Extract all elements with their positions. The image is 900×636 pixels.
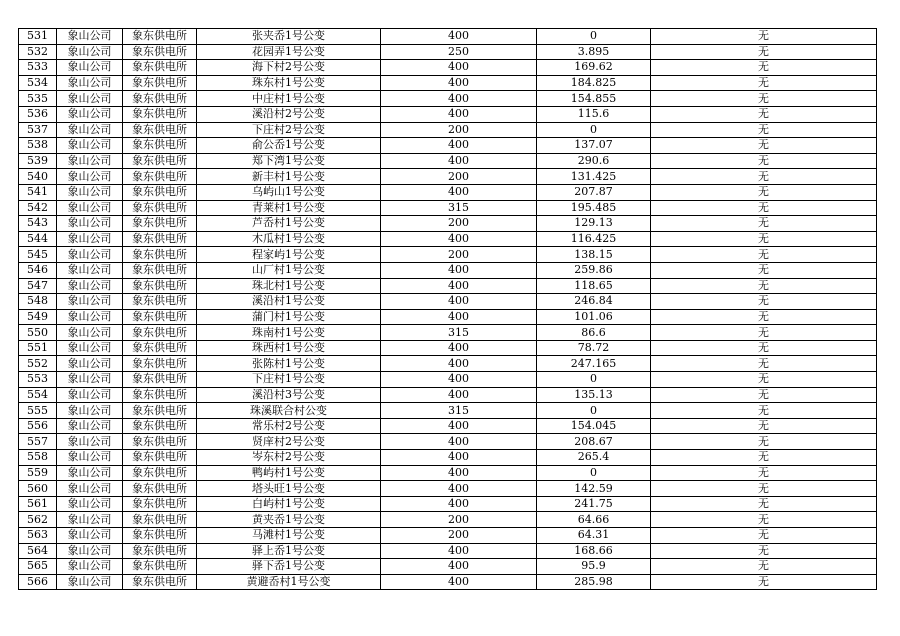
company-cell: 象山公司 (57, 122, 123, 138)
station-cell: 象东供电所 (123, 528, 197, 544)
note-cell: 无 (651, 387, 877, 403)
table-row (19, 309, 877, 325)
row-number-cell: 536 (19, 106, 57, 122)
note-cell: 无 (651, 340, 877, 356)
capacity-cell: 315 (381, 200, 537, 216)
station-cell: 象东供电所 (123, 496, 197, 512)
note-cell: 无 (651, 231, 877, 247)
capacity-cell: 400 (381, 481, 537, 497)
load-cell: 184.825 (537, 75, 651, 91)
table-row (19, 44, 877, 60)
capacity-cell: 400 (381, 340, 537, 356)
load-cell: 0 (537, 372, 651, 388)
table-row (19, 465, 877, 481)
row-number-cell: 531 (19, 29, 57, 45)
note-cell: 无 (651, 75, 877, 91)
station-cell: 象东供电所 (123, 325, 197, 341)
transformer-name-cell: 珠南村1号公变 (197, 325, 381, 341)
capacity-cell: 400 (381, 106, 537, 122)
table-row (19, 403, 877, 419)
note-cell: 无 (651, 122, 877, 138)
load-cell: 0 (537, 403, 651, 419)
note-cell: 无 (651, 543, 877, 559)
transformer-name-cell: 郑下湾1号公变 (197, 153, 381, 169)
capacity-cell: 400 (381, 231, 537, 247)
note-cell: 无 (651, 574, 877, 590)
load-cell: 265.4 (537, 450, 651, 466)
load-cell: 0 (537, 122, 651, 138)
table-row (19, 340, 877, 356)
table-row (19, 434, 877, 450)
note-cell: 无 (651, 60, 877, 76)
note-cell: 无 (651, 262, 877, 278)
company-cell: 象山公司 (57, 418, 123, 434)
table-row (19, 60, 877, 76)
row-number-cell: 552 (19, 356, 57, 372)
table-row (19, 262, 877, 278)
table-row (19, 528, 877, 544)
row-number-cell: 559 (19, 465, 57, 481)
load-cell: 3.895 (537, 44, 651, 60)
load-cell: 138.15 (537, 247, 651, 263)
station-cell: 象东供电所 (123, 44, 197, 60)
table-row (19, 325, 877, 341)
transformer-name-cell: 溪沿村2号公变 (197, 106, 381, 122)
table-row (19, 153, 877, 169)
row-number-cell: 540 (19, 169, 57, 185)
transformer-name-cell: 中庄村1号公变 (197, 91, 381, 107)
table-row (19, 294, 877, 310)
station-cell: 象东供电所 (123, 450, 197, 466)
table-row (19, 91, 877, 107)
table-row (19, 200, 877, 216)
company-cell: 象山公司 (57, 340, 123, 356)
company-cell: 象山公司 (57, 138, 123, 154)
load-cell: 135.13 (537, 387, 651, 403)
table-row (19, 481, 877, 497)
company-cell: 象山公司 (57, 403, 123, 419)
note-cell: 无 (651, 356, 877, 372)
capacity-cell: 400 (381, 559, 537, 575)
load-cell: 246.84 (537, 294, 651, 310)
load-cell: 115.6 (537, 106, 651, 122)
load-cell: 0 (537, 465, 651, 481)
table-row (19, 372, 877, 388)
capacity-cell: 400 (381, 262, 537, 278)
station-cell: 象东供电所 (123, 231, 197, 247)
row-number-cell: 534 (19, 75, 57, 91)
station-cell: 象东供电所 (123, 106, 197, 122)
row-number-cell: 538 (19, 138, 57, 154)
capacity-cell: 400 (381, 356, 537, 372)
row-number-cell: 548 (19, 294, 57, 310)
capacity-cell: 400 (381, 184, 537, 200)
load-cell: 142.59 (537, 481, 651, 497)
transformer-name-cell: 白屿村1号公变 (197, 496, 381, 512)
station-cell: 象东供电所 (123, 184, 197, 200)
transformer-name-cell: 驿下岙1号公变 (197, 559, 381, 575)
transformer-name-cell: 木瓜村1号公变 (197, 231, 381, 247)
capacity-cell: 400 (381, 574, 537, 590)
company-cell: 象山公司 (57, 278, 123, 294)
station-cell: 象东供电所 (123, 122, 197, 138)
load-cell: 101.06 (537, 309, 651, 325)
capacity-cell: 400 (381, 278, 537, 294)
company-cell: 象山公司 (57, 184, 123, 200)
company-cell: 象山公司 (57, 309, 123, 325)
note-cell: 无 (651, 450, 877, 466)
capacity-cell: 400 (381, 465, 537, 481)
row-number-cell: 556 (19, 418, 57, 434)
table-row (19, 356, 877, 372)
table-row (19, 122, 877, 138)
note-cell: 无 (651, 309, 877, 325)
row-number-cell: 549 (19, 309, 57, 325)
company-cell: 象山公司 (57, 153, 123, 169)
table-body (19, 29, 877, 590)
table-row (19, 559, 877, 575)
table-row (19, 138, 877, 154)
capacity-cell: 200 (381, 247, 537, 263)
company-cell: 象山公司 (57, 574, 123, 590)
station-cell: 象东供电所 (123, 262, 197, 278)
station-cell: 象东供电所 (123, 512, 197, 528)
transformer-name-cell: 俞公岙1号公变 (197, 138, 381, 154)
load-cell: 64.31 (537, 528, 651, 544)
load-cell: 137.07 (537, 138, 651, 154)
transformer-name-cell: 芦岙村1号公变 (197, 216, 381, 232)
row-number-cell: 553 (19, 372, 57, 388)
note-cell: 无 (651, 169, 877, 185)
station-cell: 象东供电所 (123, 138, 197, 154)
transformer-name-cell: 蒲门村1号公变 (197, 309, 381, 325)
station-cell: 象东供电所 (123, 559, 197, 575)
capacity-cell: 200 (381, 169, 537, 185)
row-number-cell: 539 (19, 153, 57, 169)
company-cell: 象山公司 (57, 387, 123, 403)
company-cell: 象山公司 (57, 294, 123, 310)
station-cell: 象东供电所 (123, 200, 197, 216)
capacity-cell: 400 (381, 309, 537, 325)
load-cell: 129.13 (537, 216, 651, 232)
company-cell: 象山公司 (57, 465, 123, 481)
station-cell: 象东供电所 (123, 169, 197, 185)
load-cell: 0 (537, 29, 651, 45)
transformer-name-cell: 张夹岙1号公变 (197, 29, 381, 45)
transformer-name-cell: 新丰村1号公变 (197, 169, 381, 185)
capacity-cell: 200 (381, 122, 537, 138)
capacity-cell: 400 (381, 75, 537, 91)
row-number-cell: 564 (19, 543, 57, 559)
station-cell: 象东供电所 (123, 91, 197, 107)
company-cell: 象山公司 (57, 231, 123, 247)
company-cell: 象山公司 (57, 356, 123, 372)
transformer-name-cell: 张陈村1号公变 (197, 356, 381, 372)
note-cell: 无 (651, 184, 877, 200)
company-cell: 象山公司 (57, 559, 123, 575)
company-cell: 象山公司 (57, 216, 123, 232)
row-number-cell: 554 (19, 387, 57, 403)
row-number-cell: 565 (19, 559, 57, 575)
transformer-name-cell: 珠东村1号公变 (197, 75, 381, 91)
capacity-cell: 250 (381, 44, 537, 60)
capacity-cell: 400 (381, 434, 537, 450)
station-cell: 象东供电所 (123, 465, 197, 481)
transformer-name-cell: 贤庠村2号公变 (197, 434, 381, 450)
row-number-cell: 541 (19, 184, 57, 200)
station-cell: 象东供电所 (123, 387, 197, 403)
row-number-cell: 533 (19, 60, 57, 76)
load-cell: 195.485 (537, 200, 651, 216)
transformer-name-cell: 马滩村1号公变 (197, 528, 381, 544)
capacity-cell: 400 (381, 60, 537, 76)
table-row (19, 418, 877, 434)
transformer-name-cell: 青莱村1号公变 (197, 200, 381, 216)
table-row (19, 216, 877, 232)
transformer-name-cell: 黄避岙村1号公变 (197, 574, 381, 590)
transformer-name-cell: 海下村2号公变 (197, 60, 381, 76)
company-cell: 象山公司 (57, 247, 123, 263)
row-number-cell: 546 (19, 262, 57, 278)
table-row (19, 387, 877, 403)
row-number-cell: 555 (19, 403, 57, 419)
station-cell: 象东供电所 (123, 372, 197, 388)
note-cell: 无 (651, 29, 877, 45)
note-cell: 无 (651, 278, 877, 294)
station-cell: 象东供电所 (123, 543, 197, 559)
transformer-name-cell: 岑东村2号公变 (197, 450, 381, 466)
station-cell: 象东供电所 (123, 247, 197, 263)
capacity-cell: 200 (381, 216, 537, 232)
load-cell: 247.165 (537, 356, 651, 372)
station-cell: 象东供电所 (123, 340, 197, 356)
company-cell: 象山公司 (57, 325, 123, 341)
load-cell: 207.87 (537, 184, 651, 200)
station-cell: 象东供电所 (123, 216, 197, 232)
note-cell: 无 (651, 138, 877, 154)
load-cell: 131.425 (537, 169, 651, 185)
table-row (19, 450, 877, 466)
company-cell: 象山公司 (57, 60, 123, 76)
capacity-cell: 400 (381, 372, 537, 388)
station-cell: 象东供电所 (123, 356, 197, 372)
note-cell: 无 (651, 247, 877, 263)
transformer-name-cell: 乌屿山1号公变 (197, 184, 381, 200)
station-cell: 象东供电所 (123, 294, 197, 310)
capacity-cell: 400 (381, 387, 537, 403)
note-cell: 无 (651, 372, 877, 388)
capacity-cell: 400 (381, 496, 537, 512)
note-cell: 无 (651, 44, 877, 60)
table-row (19, 29, 877, 45)
note-cell: 无 (651, 496, 877, 512)
note-cell: 无 (651, 106, 877, 122)
table-row (19, 75, 877, 91)
company-cell: 象山公司 (57, 91, 123, 107)
load-cell: 208.67 (537, 434, 651, 450)
capacity-cell: 315 (381, 403, 537, 419)
table-row (19, 543, 877, 559)
transformer-name-cell: 程家屿1号公变 (197, 247, 381, 263)
company-cell: 象山公司 (57, 44, 123, 60)
note-cell: 无 (651, 216, 877, 232)
load-cell: 241.75 (537, 496, 651, 512)
load-cell: 78.72 (537, 340, 651, 356)
row-number-cell: 547 (19, 278, 57, 294)
station-cell: 象东供电所 (123, 309, 197, 325)
row-number-cell: 537 (19, 122, 57, 138)
row-number-cell: 566 (19, 574, 57, 590)
station-cell: 象东供电所 (123, 153, 197, 169)
load-cell: 95.9 (537, 559, 651, 575)
row-number-cell: 563 (19, 528, 57, 544)
row-number-cell: 551 (19, 340, 57, 356)
transformer-name-cell: 溪沿村1号公变 (197, 294, 381, 310)
company-cell: 象山公司 (57, 450, 123, 466)
company-cell: 象山公司 (57, 169, 123, 185)
capacity-cell: 400 (381, 29, 537, 45)
capacity-cell: 400 (381, 450, 537, 466)
station-cell: 象东供电所 (123, 418, 197, 434)
station-cell: 象东供电所 (123, 574, 197, 590)
table-row (19, 496, 877, 512)
transformer-name-cell: 珠西村1号公变 (197, 340, 381, 356)
load-cell: 154.855 (537, 91, 651, 107)
row-number-cell: 532 (19, 44, 57, 60)
load-cell: 86.6 (537, 325, 651, 341)
row-number-cell: 542 (19, 200, 57, 216)
note-cell: 无 (651, 294, 877, 310)
station-cell: 象东供电所 (123, 75, 197, 91)
row-number-cell: 558 (19, 450, 57, 466)
row-number-cell: 545 (19, 247, 57, 263)
row-number-cell: 543 (19, 216, 57, 232)
station-cell: 象东供电所 (123, 60, 197, 76)
transformer-name-cell: 山厂村1号公变 (197, 262, 381, 278)
capacity-cell: 200 (381, 528, 537, 544)
company-cell: 象山公司 (57, 481, 123, 497)
company-cell: 象山公司 (57, 200, 123, 216)
company-cell: 象山公司 (57, 29, 123, 45)
station-cell: 象东供电所 (123, 278, 197, 294)
station-cell: 象东供电所 (123, 481, 197, 497)
row-number-cell: 557 (19, 434, 57, 450)
transformer-name-cell: 珠北村1号公变 (197, 278, 381, 294)
row-number-cell: 561 (19, 496, 57, 512)
load-cell: 154.045 (537, 418, 651, 434)
table-row (19, 231, 877, 247)
note-cell: 无 (651, 559, 877, 575)
note-cell: 无 (651, 403, 877, 419)
load-cell: 290.6 (537, 153, 651, 169)
table-row (19, 574, 877, 590)
transformer-name-cell: 黄夹岙1号公变 (197, 512, 381, 528)
company-cell: 象山公司 (57, 496, 123, 512)
company-cell: 象山公司 (57, 106, 123, 122)
transformer-name-cell: 花园弄1号公变 (197, 44, 381, 60)
note-cell: 无 (651, 434, 877, 450)
capacity-cell: 400 (381, 138, 537, 154)
note-cell: 无 (651, 91, 877, 107)
capacity-cell: 400 (381, 294, 537, 310)
transformer-name-cell: 下庄村1号公变 (197, 372, 381, 388)
company-cell: 象山公司 (57, 262, 123, 278)
station-cell: 象东供电所 (123, 434, 197, 450)
row-number-cell: 550 (19, 325, 57, 341)
transformer-name-cell: 珠溪联合村公变 (197, 403, 381, 419)
company-cell: 象山公司 (57, 75, 123, 91)
capacity-cell: 400 (381, 91, 537, 107)
load-cell: 168.66 (537, 543, 651, 559)
row-number-cell: 562 (19, 512, 57, 528)
note-cell: 无 (651, 528, 877, 544)
note-cell: 无 (651, 512, 877, 528)
table-row (19, 247, 877, 263)
load-cell: 118.65 (537, 278, 651, 294)
station-cell: 象东供电所 (123, 403, 197, 419)
capacity-cell: 315 (381, 325, 537, 341)
load-cell: 285.98 (537, 574, 651, 590)
row-number-cell: 544 (19, 231, 57, 247)
load-cell: 64.66 (537, 512, 651, 528)
company-cell: 象山公司 (57, 372, 123, 388)
transformer-name-cell: 塔头旺1号公变 (197, 481, 381, 497)
table-row (19, 106, 877, 122)
transformer-name-cell: 常乐村2号公变 (197, 418, 381, 434)
transformer-table (18, 28, 877, 590)
row-number-cell: 535 (19, 91, 57, 107)
load-cell: 169.62 (537, 60, 651, 76)
capacity-cell: 400 (381, 418, 537, 434)
note-cell: 无 (651, 418, 877, 434)
row-number-cell: 560 (19, 481, 57, 497)
transformer-name-cell: 驿上岙1号公变 (197, 543, 381, 559)
table-row (19, 512, 877, 528)
table-row (19, 278, 877, 294)
note-cell: 无 (651, 481, 877, 497)
transformer-name-cell: 下庄村2号公变 (197, 122, 381, 138)
capacity-cell: 200 (381, 512, 537, 528)
transformer-name-cell: 溪沿村3号公变 (197, 387, 381, 403)
capacity-cell: 400 (381, 153, 537, 169)
note-cell: 无 (651, 325, 877, 341)
table-row (19, 169, 877, 185)
note-cell: 无 (651, 153, 877, 169)
company-cell: 象山公司 (57, 543, 123, 559)
note-cell: 无 (651, 465, 877, 481)
load-cell: 259.86 (537, 262, 651, 278)
transformer-name-cell: 鸭屿村1号公变 (197, 465, 381, 481)
company-cell: 象山公司 (57, 434, 123, 450)
company-cell: 象山公司 (57, 528, 123, 544)
station-cell: 象东供电所 (123, 29, 197, 45)
note-cell: 无 (651, 200, 877, 216)
capacity-cell: 400 (381, 543, 537, 559)
load-cell: 116.425 (537, 231, 651, 247)
table-row (19, 184, 877, 200)
company-cell: 象山公司 (57, 512, 123, 528)
